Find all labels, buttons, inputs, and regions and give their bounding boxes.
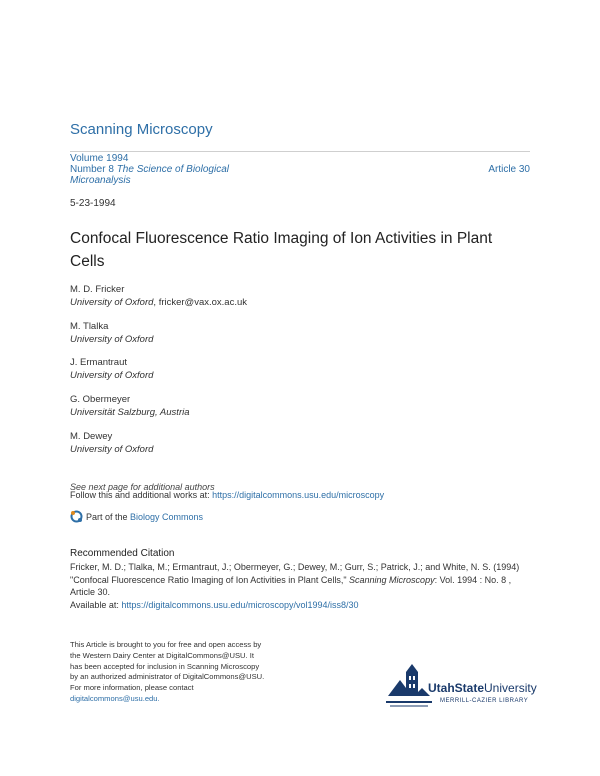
- article-title: Confocal Fluorescence Ratio Imaging of Ion Activities in Plant Cells: [70, 230, 493, 270]
- article-url-link[interactable]: https://digitalcommons.usu.edu/microscopy/vol1994/iss8/30: [121, 599, 359, 610]
- part-of-label: Part of the: [86, 511, 131, 522]
- follow-line: [70, 490, 384, 500]
- author-entry: [70, 430, 153, 456]
- author-entry: [70, 320, 153, 346]
- number-link[interactable]: Number 8 The Science of Biological: [70, 164, 229, 175]
- notice-line: has been accepted for inclusion in Scanning Microscopy: [70, 661, 260, 671]
- notice-line: the Western Dairy Center at DigitalCommons@USU. It: [70, 650, 254, 660]
- citation-body: [70, 561, 530, 611]
- header-divider: [70, 151, 530, 152]
- university-name: UtahStateUniversity: [428, 681, 537, 695]
- author-affiliation: University of Oxford: [70, 334, 154, 345]
- volume-info: [70, 153, 229, 186]
- access-notice: [70, 640, 310, 705]
- author-name: M. Dewey: [70, 431, 113, 442]
- author-affiliation: University of Oxford: [70, 297, 154, 308]
- collection-link[interactable]: Microanalysis: [70, 175, 131, 186]
- contact-email-link[interactable]: digitalcommons@usu.edu.: [70, 693, 160, 703]
- citation-volume: : Vol. 1994 : No. 8 , Article 30.: [70, 574, 512, 597]
- follow-label: Follow this and additional works at:: [70, 490, 213, 500]
- biology-commons-link[interactable]: Biology Commons: [130, 511, 204, 522]
- author-entry: [70, 393, 190, 419]
- notice-line: by an authorized administrator of DigitalCommons@USU.: [70, 672, 265, 682]
- author-affiliation: Universität Salzburg, Austria: [70, 407, 190, 418]
- author-entry: [70, 356, 153, 382]
- commons-network-icon: [70, 510, 83, 523]
- see-next-page-note: See next page for additional authors: [70, 482, 215, 492]
- journal-title[interactable]: Scanning Microscopy: [70, 121, 213, 138]
- article-number[interactable]: Article 30: [488, 164, 530, 175]
- author-affiliation: University of Oxford: [70, 444, 154, 455]
- publication-date: 5-23-1994: [70, 198, 116, 209]
- library-name: MERRILL-CAZIER LIBRARY: [440, 698, 529, 704]
- notice-line: This Article is brought to you for free and open access by: [70, 640, 262, 649]
- citation-journal: Scanning Microscopy: [349, 574, 435, 585]
- author-name: M. Tlalka: [70, 321, 109, 332]
- recommended-citation-heading: Recommended Citation: [70, 548, 175, 559]
- volume-link[interactable]: Volume 1994: [70, 153, 129, 164]
- author-name: M. D. Fricker: [70, 284, 125, 295]
- available-label: Available at:: [70, 599, 122, 610]
- part-of-line: [70, 510, 203, 523]
- author-email: , fricker@vax.ox.ac.uk: [153, 297, 248, 308]
- notice-line: For more information, please contact: [70, 683, 194, 693]
- author-affiliation: University of Oxford: [70, 370, 154, 381]
- author-name: G. Obermeyer: [70, 394, 131, 405]
- usu-library-logo: [386, 660, 536, 710]
- repository-link[interactable]: https://digitalcommons.usu.edu/microscopy: [212, 490, 385, 500]
- citation-text: Fricker, M. D.; Tlalka, M.; Ermantraut, J.; Obermeyer, G.; Dewey, M.; Gurr, S.; Patrick, J.; and White, N. S. (1994) "Confocal Fluorescence Ratio Imaging of Ion Activities in Plant Cells,": [70, 562, 520, 585]
- author-entry: [70, 283, 247, 309]
- author-name: J. Ermantraut: [70, 357, 128, 368]
